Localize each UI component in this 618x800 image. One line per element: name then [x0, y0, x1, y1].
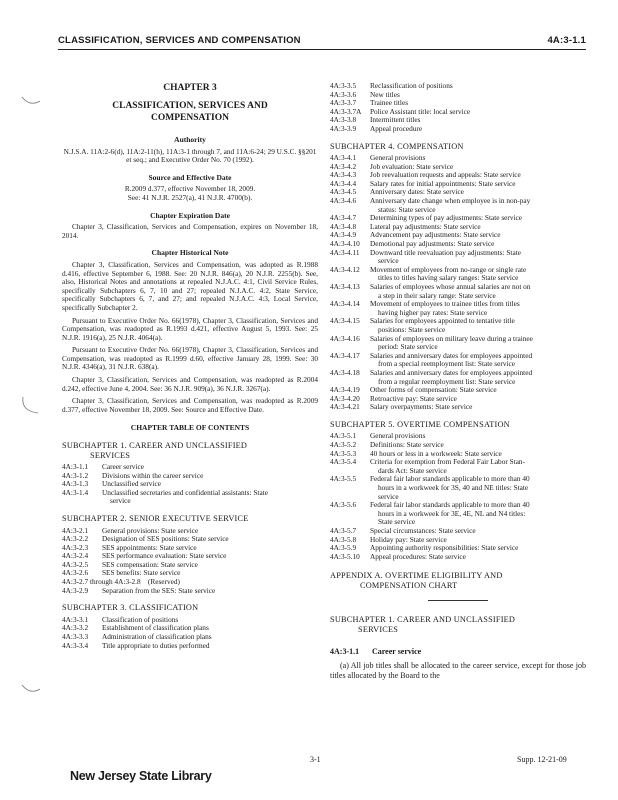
toc-entry[interactable]: 4A:3-2.9 Separation from the SES: State service — [62, 585, 216, 595]
toc-entry[interactable]: 4A:3-1.2 Divisions within the career service — [62, 470, 204, 480]
supplement-date: Supp. 12-21-09 — [517, 755, 567, 764]
toc-entry[interactable]: 4A:3-4.18 Salaries and anniversary dates for employees appointed from a regular reemployment list: State service — [330, 367, 533, 386]
chapter-title-line1: CLASSIFICATION, SERVICES AND — [112, 101, 268, 111]
toc-entry[interactable]: 4A:3-4.17 Salaries and anniversary dates for employees appointed from a special reemployment list: State service — [330, 350, 533, 369]
running-header — [58, 33, 586, 50]
toc-entry[interactable]: 4A:3-3.3 Administration of classification plans — [62, 631, 212, 641]
toc-subchapter-1 — [62, 441, 318, 460]
margin-mark — [20, 95, 42, 107]
toc-subchapter-title: SUBCHAPTER 3. CLASSIFICATION — [62, 603, 199, 613]
toc-subchapter-title: SUBCHAPTER 4. COMPENSATION — [330, 141, 464, 151]
toc-entry[interactable]: 4A:3-4.11 Downward title reevaluation pay adjustments: State service — [330, 247, 521, 266]
toc-entry-reserved: 4A:3-2.7 through 4A:3-2.8 (Reserved) — [62, 577, 180, 587]
source-heading: Source and Effective Date — [148, 172, 232, 182]
toc-entry[interactable]: 4A:3-1.3 Unclassified service — [62, 479, 161, 489]
source-line1: R.2009 d.377, effective November 18, 2009. — [124, 184, 256, 194]
toc-entry[interactable]: 4A:3-3.5 Reclassification of positions — [330, 81, 453, 90]
toc-entry[interactable]: 4A:3-5.8 Holiday pay: State service — [330, 534, 447, 544]
toc-entry[interactable]: 4A:3-3.7 Trainee titles — [330, 98, 409, 108]
margin-mark — [20, 683, 42, 695]
toc-subchapter-4 — [330, 142, 586, 152]
section-title: Career service — [372, 647, 422, 657]
history-paragraph: Chapter 3, Classification, Services and Compensation, was readopted as R.2004 d.242, effective June 4, 2004. See: 36 N.J.R. 909(a), 36 N.J.R. 3267(a). — [62, 375, 318, 393]
history-paragraph: Pursuant to Executive Order No. 66(1978), Chapter 3, Classification, Services and Compensation, was readopted as R.1999 d.60, effective January 28, 1999. See: 30 N.J.R. 4346(a), 31 N.J.R. 638(a). — [62, 345, 318, 372]
expiration-text: Chapter 3, Classification, Services and Compensation, expires on November 18, 2014. — [62, 222, 318, 240]
toc-subchapter-title: SUBCHAPTER 1. CAREER AND UNCLASSIFIED — [62, 441, 248, 451]
body-subchapter-title: SUBCHAPTER 1. CAREER AND UNCLASSIFIED — [330, 615, 516, 625]
history-paragraph: Chapter 3, Classification, Services and Compensation, was readopted as R.2009 d.377, effective November 18, 2009. See: Source and Effective Date. — [62, 396, 318, 414]
toc-entry[interactable]: 4A:3-4.8 Lateral pay adjustments: State service — [330, 221, 481, 231]
history-heading: Chapter Historical Note — [151, 248, 229, 258]
toc-entry[interactable]: 4A:3-4.5 Anniversary dates: State service — [330, 187, 464, 197]
toc-entry[interactable]: 4A:3-2.6 SES benefits: State service — [62, 568, 181, 578]
toc-entry[interactable]: 4A:3-1.1 Career service — [62, 462, 144, 472]
toc-entry[interactable]: 4A:3-4.4 Salary rates for initial appointments: State service — [330, 178, 516, 188]
toc-entry[interactable]: 4A:3-4.3 Job reevaluation requests and appeals: State service — [330, 170, 521, 180]
toc-entry[interactable]: 4A:3-3.9 Appeal procedure — [330, 123, 423, 133]
toc-entry[interactable]: 4A:3-5.7 Special circumstances: State service — [330, 525, 476, 535]
header-section-number: 4A:3-1.1 — [547, 35, 586, 46]
toc-entry[interactable]: 4A:3-3.1 Classification of positions — [62, 614, 179, 624]
source-line2: See: 41 N.J.R. 2527(a), 41 N.J.R. 4700(b). — [127, 192, 253, 202]
toc-entry[interactable]: 4A:3-2.4 SES performance evaluation: State service — [62, 551, 227, 561]
history-paragraph: Pursuant to Executive Order No. 66(1978), Chapter 3, Classification, Services and Compensation, was readopted as R.1993 d.421, effective August 5, 1993. See: 25 N.J.R. 1916(a), 25 N.J.R. 4064(a). — [62, 315, 318, 342]
toc-appendix[interactable] — [330, 571, 586, 590]
toc-entry[interactable]: 4A:3-5.1 General provisions — [330, 431, 426, 441]
toc-subchapter-title-cont: SERVICES — [90, 450, 131, 460]
toc-subchapter-2 — [62, 514, 318, 524]
toc-entry[interactable]: 4A:3-5.4 Criteria for exemption from Federal Fair Labor Stan- dards Act: State service — [330, 457, 526, 475]
toc-entry[interactable]: 4A:3-2.1 General provisions: State service — [62, 525, 199, 535]
section-divider — [428, 600, 488, 601]
toc-entry[interactable]: 4A:3-4.21 Salary overpayments: State service — [330, 402, 473, 412]
toc-entry[interactable]: 4A:3-3.4 Title appropriate to duties performed — [62, 640, 210, 650]
body-subchapter-title-cont: SERVICES — [358, 624, 399, 634]
chapter-number: CHAPTER 3 — [163, 83, 217, 93]
authority-text: N.J.S.A. 11A:2-6(d), 11A:2-11(h), 11A:3-1 through 7, and 11A:6-24; 29 U.S.C. §§201 et seq.; and Executive Order No. 70 (1992). — [63, 146, 317, 165]
page-number: 3-1 — [310, 755, 321, 764]
toc-entry[interactable]: 4A:3-4.10 Demotional pay adjustments: State service — [330, 239, 495, 248]
toc-appendix-title: APPENDIX A. OVERTIME ELIGIBILITY AND — [330, 571, 503, 581]
toc-entry[interactable]: 4A:3-2.3 SES appointments: State service — [62, 542, 197, 552]
toc-entry[interactable]: 4A:3-3.2 Establishment of classification plans — [62, 623, 209, 633]
toc-entry[interactable]: 4A:3-4.16 Salaries of employees on military leave during a trainee period: State service — [330, 333, 533, 352]
right-column — [330, 82, 586, 682]
toc-entry[interactable]: 4A:3-1.4 Unclassified secretaries and confidential assistants: State service — [62, 487, 268, 506]
toc-entry[interactable]: 4A:3-3.8 Intermittent titles — [330, 115, 421, 125]
toc-heading: CHAPTER TABLE OF CONTENTS — [130, 423, 250, 433]
toc-entry[interactable]: 4A:3-3.7A Police Assistant title: local service — [330, 106, 471, 116]
history-paragraph: Chapter 3, Classification, Services and Compensation, was adopted as R.1988 d.416, effective September 6, 1988. See: 20 N.J.R. 846(a), 20 N.J.R. 2255(b). See, also, Historical Notes and annotations at repealed N.J.A.C. 4:1, Civil Service Rules, specifically Subchapters 6, 7, 10 and 27; repealed N.J.A.C. 4:2, State Service, specifically Subchapters 6, 7, and 27; and repealed N.J.A.C. 4:3, Local Service, specifically Subchapter 2. — [62, 259, 318, 312]
left-column — [62, 60, 318, 650]
section-heading — [330, 648, 586, 657]
toc-subchapter-title: SUBCHAPTER 2. SENIOR EXECUTIVE SERVICE — [62, 514, 249, 523]
toc-entry[interactable]: 4A:3-2.5 SES compensation: State service — [62, 559, 198, 569]
toc-entry[interactable]: 4A:3-4.6 Anniversary date change when employee is in non-pay status: State service — [330, 196, 531, 214]
header-title: CLASSIFICATION, SERVICES AND COMPENSATION — [58, 35, 301, 46]
margin-mark — [20, 395, 42, 417]
body-subchapter-heading — [330, 615, 586, 634]
toc-entry[interactable]: 4A:3-4.15 Salaries for employees appointed to tentative title positions: State service — [330, 316, 515, 334]
toc-entry[interactable]: 4A:3-5.10 Appeal procedures: State service — [330, 551, 466, 561]
expiration-heading: Chapter Expiration Date — [150, 210, 230, 220]
toc-entry[interactable]: 4A:3-4.9 Advancement pay adjustments: State service — [330, 230, 501, 240]
section-body-text: (a) All job titles shall be allocated to the career service, except for those job titles allocated by the Board to the — [330, 660, 586, 681]
authority-heading: Authority — [174, 135, 206, 144]
toc-entry[interactable]: 4A:3-4.20 Retroactive pay: State service — [330, 393, 457, 403]
toc-appendix-title-cont: COMPENSATION CHART — [360, 580, 458, 590]
toc-entry[interactable]: 4A:3-2.2 Designation of SES positions: State service — [62, 534, 229, 544]
toc-subchapter-5 — [330, 420, 586, 430]
toc-entry[interactable]: 4A:3-4.7 Determining types of pay adjustments: State service — [330, 213, 522, 223]
library-logo: New Jersey State Library — [70, 769, 212, 783]
toc-entry[interactable]: 4A:3-5.5 Federal fair labor standards applicable to more than 40 hours in a workweek for 3S, 40 and NE titles: State service — [330, 474, 530, 501]
toc-entry[interactable]: 4A:3-5.3 40 hours or less in a workweek: State service — [330, 448, 502, 458]
toc-entry[interactable]: 4A:3-4.2 Job evaluation: State service — [330, 161, 454, 171]
toc-entry[interactable]: 4A:3-5.9 Appointing authority responsibilities: State service — [330, 543, 519, 553]
toc-entry[interactable]: 4A:3-4.13 Salaries of employees whose annual salaries are not on a step in their salary range: State service — [330, 281, 531, 300]
toc-subchapter-3 — [62, 603, 318, 613]
toc-entry[interactable]: 4A:3-4.12 Movement of employees from no-range or single rate titles to titles having salary ranges: State service — [330, 264, 527, 283]
toc-entry[interactable]: 4A:3-4.19 Other forms of compensation: State service — [330, 385, 497, 395]
toc-entry[interactable]: 4A:3-3.6 New titles — [330, 89, 400, 99]
toc-subchapter-title: SUBCHAPTER 5. OVERTIME COMPENSATION — [330, 419, 510, 429]
toc-entry[interactable]: 4A:3-5.6 Federal fair labor standards applicable to more than 40 hours in a workweek for 3E, 4E, NL and N4 titles: State service — [330, 500, 530, 527]
toc-entry[interactable]: 4A:3-4.14 Movement of employees to trainee titles from titles having higher pay rates: State service — [330, 299, 520, 317]
chapter-title-line2: COMPENSATION — [151, 113, 229, 123]
toc-entry[interactable]: 4A:3-4.1 General provisions — [330, 153, 426, 163]
toc-entry[interactable]: 4A:3-5.2 Definitions: State service — [330, 439, 444, 449]
section-number: 4A:3-1.1 — [330, 647, 360, 657]
